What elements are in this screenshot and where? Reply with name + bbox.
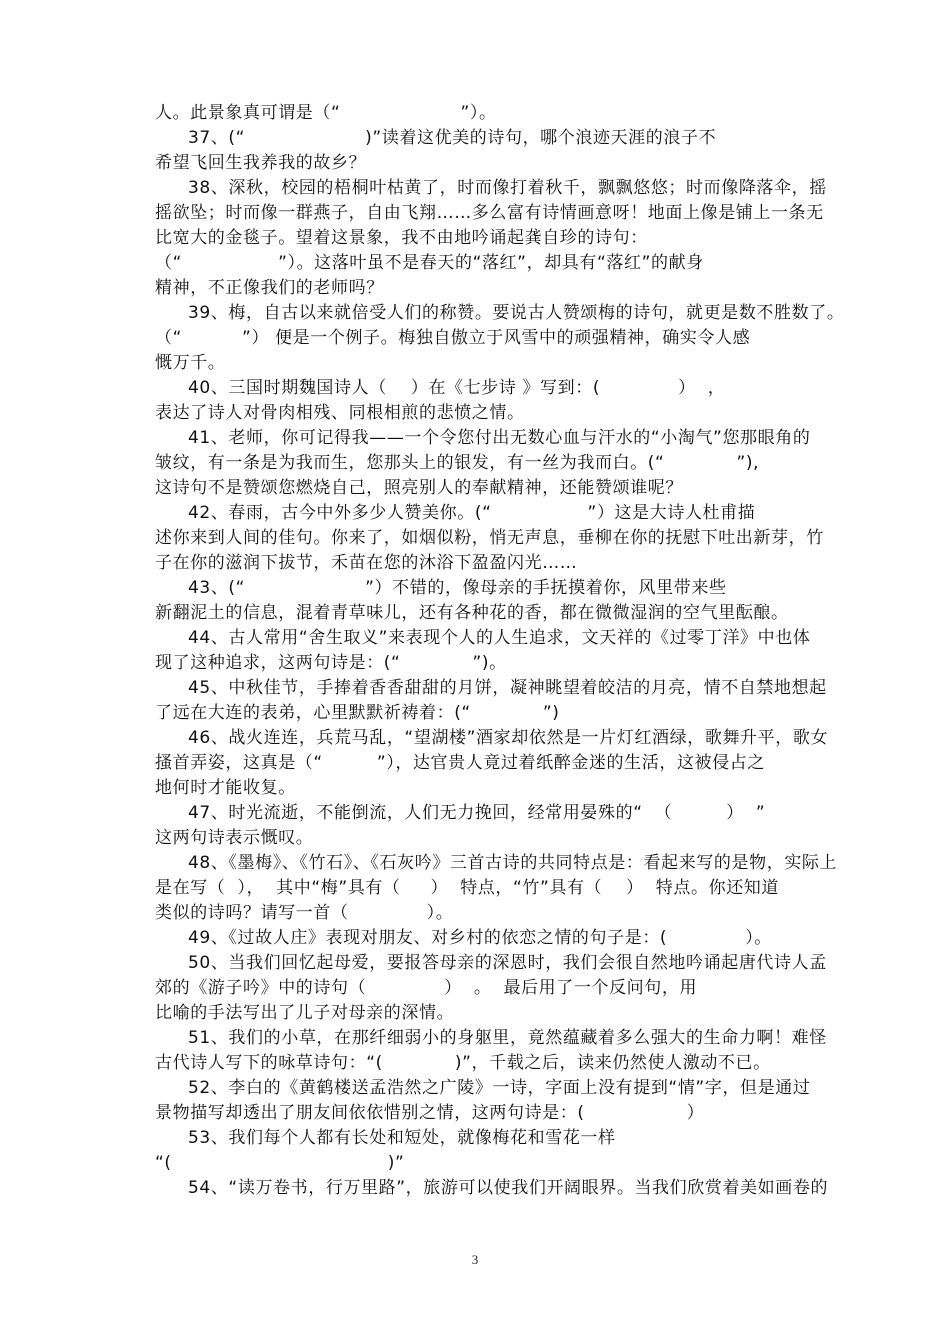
- text-line: 41、老师，你可记得我——一个令您付出无数心血与汗水的“小淘气”您那眼角的: [188, 428, 811, 448]
- page-number: 3: [471, 1252, 479, 1267]
- text-line: 了远在大连的表弟，心里默默祈祷着：(“ ”): [155, 703, 560, 723]
- text-line: 古代诗人写下的咏草诗句：“( )”，千载之后，读来仍然使人激动不已。: [155, 1053, 771, 1073]
- text-line: 42、春雨，古今中外多少人赞美你。(“ ”）这是大诗人杜甫描: [188, 503, 756, 523]
- text-line: 这诗句不是赞颂您燃烧自己，照亮别人的奉献精神，还能赞颂谁呢？: [155, 478, 683, 498]
- text-line: 44、古人常用“舍生取义”来表现个人的人生追求，文天祥的《过零丁洋》中也体: [188, 628, 811, 648]
- text-line: 现了这种追求，这两句诗是：(“ ”)。: [155, 653, 507, 673]
- text-line: 51、我们的小草，在那纤细弱小的身躯里，竟然蕴藏着多么强大的生命力啊！难怪: [188, 1028, 827, 1048]
- text-line: “( )”: [155, 1153, 405, 1173]
- text-line: 人。此景象真可谓是（“ ”）。: [155, 103, 497, 123]
- text-line: 新翻泥土的信息，混着青草味儿，还有各种花的香，都在微微湿润的空气里酝酿。: [155, 603, 789, 623]
- text-line: 比喻的手法写出了儿子对母亲的深情。: [155, 1003, 455, 1023]
- text-line: 是在写（ ）， 其中“梅”具有（ ） 特点，“竹”具有（ ） 特点。你还知道: [155, 878, 779, 898]
- text-line: 47、时光流逝，不能倒流，人们无力挽回，经常用晏殊的“ （ ） ”: [188, 803, 766, 823]
- text-line: 53、我们每个人都有长处和短处，就像梅花和雪花一样: [188, 1128, 616, 1148]
- text-line: 40、三国时期魏国诗人（ ）在《七步诗 》写到：( ） ，: [188, 378, 726, 398]
- text-line: 38、深秋，校园的梧桐叶枯黄了，时而像打着秋千，飘飘悠悠；时而像降落伞，摇: [188, 178, 827, 198]
- text-line: 摇欲坠；时而像一群燕子，自由飞翔……多么富有诗情画意呀！地面上像是铺上一条无: [155, 203, 824, 223]
- text-line: 皱纹，有一条是为我而生，您那头上的银发，有一丝为我而白。(“ ”),: [155, 453, 760, 473]
- text-line: 45、中秋佳节，手捧着香香甜甜的月饼，凝神眺望着皎洁的月亮，情不自禁地想起: [188, 678, 827, 698]
- text-line: 景物描写却透出了朋友间依依惜别之情，这两句诗是：( ）: [155, 1103, 705, 1123]
- text-line: 39、梅，自古以来就倍受人们的称赞。要说古人赞颂梅的诗句，就更是数不胜数了。: [188, 303, 845, 323]
- text-line: 郊的《游子吟》中的诗句（ ） 。 最后用了一个反问句，用: [155, 978, 698, 998]
- text-line: （“ ”）。这落叶虽不是春天的“落红”，却具有“落红”的献身: [155, 253, 704, 273]
- text-line: 述你来到人间的佳句。你来了，如烟似粉，悄无声息，垂柳在你的抚慰下吐出新芽，竹: [155, 528, 824, 548]
- text-line: 精神，不正像我们的老师吗？: [155, 278, 384, 298]
- text-line: 54、“读万卷书，行万里路”，旅游可以使我们开阔眼界。当我们欣赏着美如画卷的: [188, 1178, 829, 1198]
- text-line: 类似的诗吗？请写一首（ ）。: [155, 903, 454, 923]
- text-line: 52、李白的《黄鹤楼送孟浩然之广陵》一诗，字面上没有提到“情”字，但是通过: [188, 1078, 811, 1098]
- text-line: 比宽大的金毯子。望着这景象，我不由地吟诵起龚自珍的诗句：: [155, 228, 648, 248]
- text-line: 地何时才能收复。: [155, 778, 296, 798]
- text-line: 子在你的滋润下拔节，禾苗在您的沐浴下盈盈闪光……: [155, 553, 578, 573]
- text-line: 这两句诗表示慨叹。: [155, 828, 314, 848]
- text-line: 37、(“ )”读着这优美的诗句，哪个浪迹天涯的浪子不: [188, 128, 717, 148]
- text-line: 46、战火连连，兵荒马乱，“望湖楼”酒家却依然是一片灯红酒绿，歌舞升平，歌女: [188, 728, 829, 748]
- text-line: 48、《墨梅》、《竹石》、《石灰吟》三首古诗的共同特点是：看起来写的是物，实际上: [188, 853, 838, 873]
- text-line: （“ ”） 便是一个例子。梅独自傲立于风雪中的顽强精神，确实令人感: [155, 328, 751, 348]
- text-line: 搔首弄姿，这真是（“ ”），达官贵人竟过着纸醉金迷的生活，这被侵占之: [155, 753, 765, 773]
- text-line: 表达了诗人对骨肉相残、同根相煎的悲愤之情。: [155, 403, 525, 423]
- text-line: 43、(“ ”）不错的，像母亲的手抚摸着你，风里带来些: [188, 578, 727, 598]
- text-line: 49、《过故人庄》表现对朋友、对乡村的依恋之情的句子是：( ）。: [188, 928, 772, 948]
- text-line: 希望飞回生我养我的故乡？: [155, 153, 367, 173]
- text-line: 50、当我们回忆起母爱，要报答母亲的深恩时，我们会很自然地吟诵起唐代诗人孟: [188, 953, 827, 973]
- text-line: 慨万千。: [155, 353, 226, 373]
